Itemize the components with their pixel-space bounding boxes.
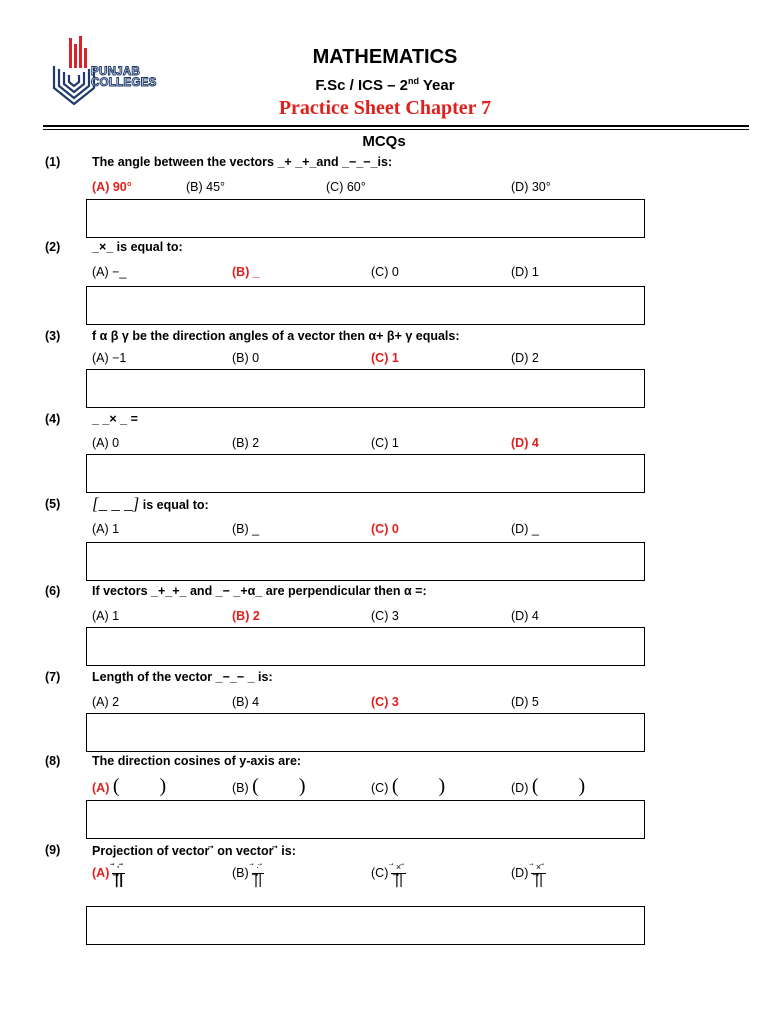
option-a: (A) ( ) xyxy=(92,775,167,797)
question-text: The direction cosines of y-axis are: xyxy=(92,754,302,768)
answer-box[interactable] xyxy=(86,286,645,325)
question-text: _ _× _ = xyxy=(92,412,138,426)
question-number: (9) xyxy=(45,843,61,857)
answer-box[interactable] xyxy=(86,369,645,408)
option-b: (B) 4 xyxy=(232,695,260,709)
option-c: (C) 3 xyxy=(371,695,399,709)
question-number: (6) xyxy=(45,584,61,598)
option-c: (C) 1 xyxy=(371,351,399,365)
option-d: (D) 1 xyxy=(511,265,539,279)
option-b: (B) 45° xyxy=(186,180,226,194)
subject-title: MATHEMATICS xyxy=(312,46,458,68)
question-number: (1) xyxy=(45,155,61,169)
option-d: (D) 4 xyxy=(511,436,539,450)
option-a: (A) 90° xyxy=(92,180,132,194)
option-a: (A) 0 xyxy=(92,436,120,450)
class-line: F.Sc / ICS – 2nd Year xyxy=(315,76,455,94)
option-a: (A) 1 xyxy=(92,522,120,536)
direction-cosines-triplet: ( ) xyxy=(112,775,167,797)
option-c: (C) 0 xyxy=(371,522,399,536)
option-c: (C) ( ) xyxy=(371,775,446,797)
option-d: (D) _ xyxy=(511,522,539,536)
question-text: [_ _ _] is equal to: xyxy=(92,494,209,513)
header-divider-thin xyxy=(43,129,749,130)
projection-fraction: $\frac{⃗ \times ⃗}{|⃗|}$ xyxy=(393,862,404,887)
option-a: (A) −_ xyxy=(92,265,127,279)
option-b: (B) _ xyxy=(232,522,260,536)
option-b: (B) 0 xyxy=(232,351,260,365)
projection-fraction: $\frac{⃗ \times ⃗}{|⃗|}$ xyxy=(533,862,544,887)
option-d: (D) ( ) xyxy=(511,775,586,797)
option-b: (B) _ xyxy=(232,265,260,279)
option-d: (D) $\frac{⃗ \times ⃗}{|⃗|}$ xyxy=(511,862,544,887)
option-c: (C) 0 xyxy=(371,265,399,279)
option-c: (C) 1 xyxy=(371,436,399,450)
option-a: (A) −1 xyxy=(92,351,127,365)
sheet-title: Practice Sheet Chapter 7 xyxy=(278,97,492,119)
question-text: _×_ is equal to: xyxy=(92,240,183,254)
option-b: (B) 2 xyxy=(232,436,260,450)
question-number: (2) xyxy=(45,240,61,254)
option-b: (B) $\frac{⃗ \cdot ⃗}{|⃗|}$ xyxy=(232,862,263,887)
option-c: (C) $\frac{⃗ \times ⃗}{|⃗|}$ xyxy=(371,862,404,887)
question-number: (4) xyxy=(45,412,61,426)
projection-fraction: $\frac{⃗ \cdot ⃗}{|⃗|}$ xyxy=(114,862,124,887)
question-text: Projection of vector ⃗ on vector ⃗ is: xyxy=(92,844,296,858)
option-a: (A) 1 xyxy=(92,609,120,623)
question-text: Length of the vector _−_− _ is: xyxy=(92,670,273,684)
question-number: (8) xyxy=(45,754,61,768)
direction-cosines-triplet: ( ) xyxy=(391,775,446,797)
answer-box[interactable] xyxy=(86,713,645,752)
logo-wordmark: PUNJAB COLLEGES xyxy=(91,66,157,89)
option-d: (D) 30° xyxy=(511,180,551,194)
option-b: (B) ( ) xyxy=(232,775,306,797)
option-d: (D) 5 xyxy=(511,695,539,709)
option-c: (C) 3 xyxy=(371,609,399,623)
section-title: MCQs xyxy=(362,133,406,150)
option-a: (A) $\frac{⃗ \cdot ⃗}{|⃗|}$ xyxy=(92,862,124,887)
projection-fraction: $\frac{⃗ \cdot ⃗}{|⃗|}$ xyxy=(253,862,263,887)
question-text: If vectors _+_+_ and _− _+α_ are perpendicular then α =: xyxy=(92,584,427,598)
answer-box[interactable] xyxy=(86,800,645,839)
question-number: (5) xyxy=(45,497,61,511)
answer-box[interactable] xyxy=(86,627,645,666)
direction-cosines-triplet: ( ) xyxy=(531,775,586,797)
scalar-triple-product: [_ _ _] xyxy=(92,494,140,513)
option-c: (C) 60° xyxy=(326,180,366,194)
question-text: f α β γ be the direction angles of a vector then α+ β+ γ equals: xyxy=(92,329,460,343)
question-text: The angle between the vectors _+ _+_and _−_−_is: xyxy=(92,155,393,169)
direction-cosines-triplet: ( ) xyxy=(252,775,306,797)
option-d: (D) 2 xyxy=(511,351,539,365)
option-d: (D) 4 xyxy=(511,609,539,623)
header-divider xyxy=(43,125,749,127)
answer-box[interactable] xyxy=(86,906,645,945)
answer-box[interactable] xyxy=(86,199,645,238)
answer-box[interactable] xyxy=(86,542,645,581)
question-number: (7) xyxy=(45,670,61,684)
question-number: (3) xyxy=(45,329,61,343)
option-a: (A) 2 xyxy=(92,695,120,709)
option-b: (B) 2 xyxy=(232,609,260,623)
answer-box[interactable] xyxy=(86,454,645,493)
